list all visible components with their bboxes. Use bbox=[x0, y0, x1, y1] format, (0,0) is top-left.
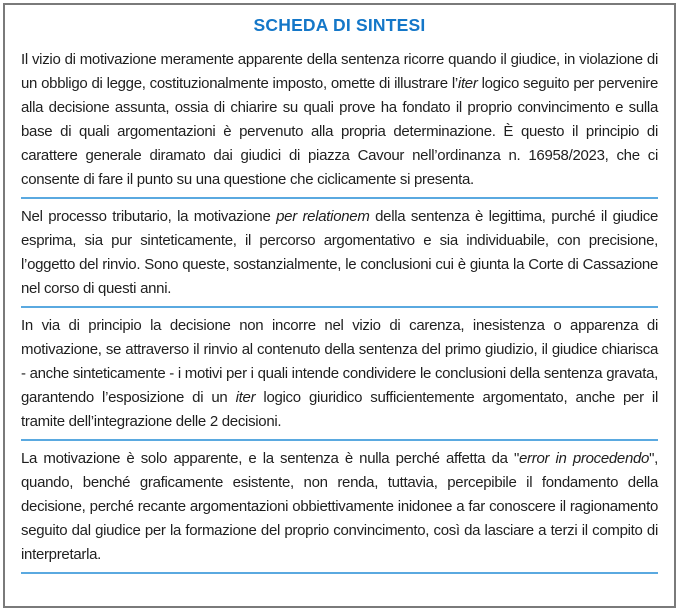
page-title: SCHEDA DI SINTESI bbox=[253, 15, 426, 35]
text-run: ", quando, benché graficamente esistente, non renda, tuttavia, percepibile il fondamento della decisione, perché recante argomentazioni obbiettivamente inidonee a far conoscere il ragionamento seguito dal giudice per la formazione del proprio convincimento, così da lasciare a terzi il compito di interpretarla. bbox=[21, 450, 658, 563]
separator-line bbox=[21, 572, 658, 574]
separator-line bbox=[21, 197, 658, 199]
text-run: In via di principio la decisione non incorre nel vizio di carenza, inesistenza o apparenza di motivazione, se attraverso il rinvio al contenuto della sentenza del primo giudizio, il giudice chiarisca - anche sinteticamente - i motivi per i quali intende condividere le conclusioni della sentenza gravata, garantendo l’esposizione di un bbox=[21, 317, 658, 406]
text-run: Il vizio di motivazione meramente apparente della sentenza ricorre quando il giudice, in violazione di un obbligo di legge, costituzionalmente imposto, omette di illustrare l’ bbox=[21, 51, 658, 92]
italic-text-run: iter bbox=[457, 75, 478, 92]
paragraph-per-relationem bbox=[21, 202, 658, 306]
text-run: Nel processo tributario, la motivazione bbox=[21, 208, 277, 225]
italic-text-run: iter bbox=[235, 389, 256, 406]
separator-line bbox=[21, 306, 658, 308]
italic-text-run: per relationem bbox=[276, 208, 370, 225]
paragraph-error-in-procedendo bbox=[21, 444, 658, 572]
paragraph-principle bbox=[21, 311, 658, 439]
text-run: logico giuridico sufficientemente argomentato, anche per il tramite dell’integrazione delle 2 decisioni. bbox=[21, 389, 658, 430]
separator-line bbox=[21, 439, 658, 441]
text-run: della sentenza è legittima, purché il giudice esprima, sia pur sinteticamente, il percorso argomentativo e sia individuabile, con precisione, l’oggetto del rinvio. Sono queste, sostanzialmente, le conclusioni cui è giunta la Corte di Cassazione nel corso di questi anni. bbox=[21, 208, 659, 297]
summary-box bbox=[3, 3, 676, 608]
text-run: logico seguito per pervenire alla decisione assunta, ossia di chiarire su quali prove ha fondato il proprio convincimento e sulla base di quali argomentazioni è pervenuto alla propria determinazione. È questo il principio di carattere generale diramato dai giudici di piazza Cavour nell’ordinanza n. 16958/2023, che ci consente di fare il punto su una questione che ciclicamente si presenta. bbox=[21, 75, 658, 188]
italic-text-run: error in procedendo bbox=[519, 450, 650, 467]
paragraph-apparent-motivation bbox=[21, 45, 658, 197]
text-run: La motivazione è solo apparente, e la sentenza è nulla perché affetta da " bbox=[21, 450, 520, 467]
